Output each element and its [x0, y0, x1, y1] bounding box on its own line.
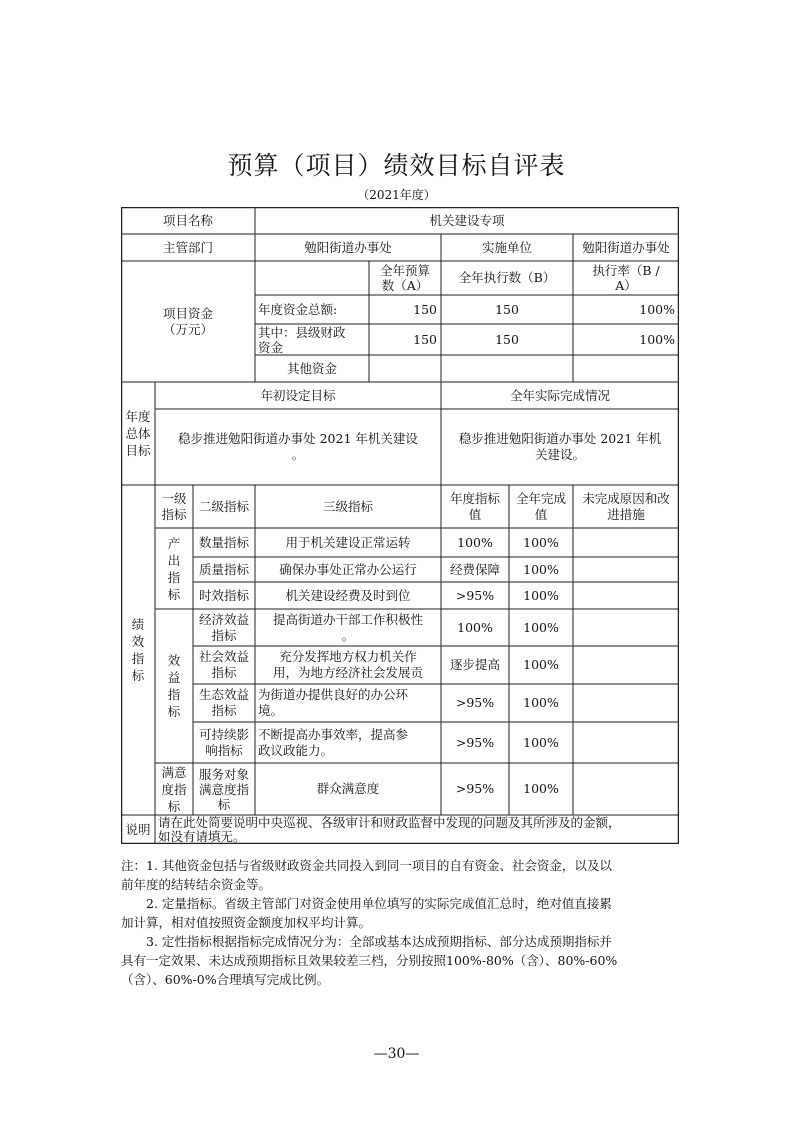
row-target: 100% — [457, 619, 493, 635]
row-level2: 服务对象 满意度指 标 — [198, 766, 249, 812]
total-budget: 150 — [413, 301, 437, 317]
fiscal-year: （2021年度） — [357, 188, 436, 202]
row-target: 100% — [457, 534, 493, 550]
col-level2: 二级指标 — [198, 498, 249, 514]
footnote-1: 注：1. 其他资金包括与省级财政资金共同投入到同一项目的自有资金、社会资金，以及以 前年度的结转结余资金等。 — [121, 858, 612, 892]
row-level3: 提高街道办干部工作积极性 。 — [272, 611, 423, 643]
row-level3: 充分发挥地方权力机关作 用，为地方经济社会发展贡 — [272, 649, 423, 680]
total-rate: 100% — [639, 301, 675, 317]
col-target: 年度指标 值 — [449, 490, 500, 522]
row-level3: 机关建设经费及时到位 — [285, 587, 411, 603]
benefit-indicator-label: 效 益 指 标 — [167, 653, 181, 719]
footnotes — [121, 856, 681, 989]
row-level2: 数量指标 — [198, 534, 249, 550]
funds-label: 项目资金 （万元） — [162, 305, 213, 337]
col-reason: 未完成原因和改 进措施 — [582, 490, 670, 522]
project-name-label: 项目名称 — [162, 212, 213, 228]
goal-done-header: 全年实际完成情况 — [509, 387, 610, 403]
row-level3: 不断提高办事效率，提高参 政议政能力。 — [258, 726, 409, 758]
row-actual: 100% — [523, 619, 559, 635]
rate-header: 执行率（B / A） — [592, 263, 660, 293]
county-label: 其中：县级财政 资金 — [258, 324, 346, 355]
footnote-2: 2. 定量指标。省级主管部门对资金使用单位填写的实际完成值汇总时，绝对值直接累 加计算，相对值按照资金额度加权平均计算。 — [121, 896, 612, 930]
county-exec: 150 — [495, 331, 519, 347]
goal-set: 稳步推进勉阳街道办事处 2021 年机关建设 。 — [178, 431, 418, 462]
other-funds-label: 其他资金 — [286, 360, 337, 376]
row-level3: 为街道办提供良好的办公环 境。 — [258, 687, 409, 718]
impl-label: 实施单位 — [481, 239, 532, 255]
county-rate: 100% — [639, 331, 675, 347]
row-level2: 质量指标 — [198, 561, 249, 577]
remark-label: 说明 — [125, 821, 151, 837]
project-name: 机关建设专项 — [429, 212, 505, 228]
row-actual: 100% — [523, 695, 559, 710]
row-level2: 可持续影 响指标 — [198, 726, 249, 758]
row-target: 逐步提高 — [449, 657, 500, 672]
row-actual: 100% — [523, 534, 559, 550]
goal-label: 年度 总体 目标 — [125, 409, 151, 458]
row-target: >95% — [455, 734, 495, 750]
row-level2: 社会效益 指标 — [198, 649, 249, 680]
dept-label: 主管部门 — [162, 239, 213, 255]
row-target: >95% — [455, 781, 495, 796]
row-level3: 用于机关建设正常运转 — [285, 534, 411, 550]
row-target: 经费保障 — [449, 561, 500, 577]
goal-set-header: 年初设定目标 — [260, 387, 336, 403]
row-actual: 100% — [523, 657, 559, 672]
page-number: —30— — [373, 1046, 420, 1062]
row-level2: 生态效益 指标 — [198, 687, 249, 718]
total-exec: 150 — [495, 301, 519, 317]
perf-label: 绩 效 指 标 — [131, 617, 145, 683]
row-level2: 时效指标 — [198, 587, 249, 603]
row-level2: 经济效益 指标 — [198, 611, 249, 643]
row-actual: 100% — [523, 734, 559, 750]
county-budget: 150 — [413, 331, 437, 347]
page-title: 预算（项目）绩效目标自评表 — [227, 151, 566, 180]
total-label: 年度资金总额: — [258, 301, 338, 317]
row-actual: 100% — [523, 561, 559, 577]
row-level3: 群众满意度 — [316, 781, 380, 796]
satisfaction-indicator-label: 满意 度指 标 — [161, 764, 187, 814]
row-actual: 100% — [523, 781, 559, 796]
row-level3: 确保办事处正常办公运行 — [279, 561, 417, 577]
col-actual: 全年完成 值 — [515, 490, 566, 522]
budget-header: 全年预算 数（A） — [379, 263, 430, 293]
row-target: >95% — [455, 695, 495, 710]
output-indicator-label: 产 出 指 标 — [167, 535, 181, 602]
footnote-3: 3. 定性指标根据指标完成情况分为：全部或基本达成预期指标、部分达成预期指标并 具有一定效果、未达成预期指标且效果较差三档，分别按照100%-80%（含）、80%-60% （含）、60%-0%合理填写完成比例。 — [121, 934, 618, 987]
evaluation-table — [121, 207, 679, 844]
row-target: >95% — [455, 587, 495, 603]
col-level1: 一级 指标 — [161, 490, 187, 522]
exec-header: 全年执行数（B） — [458, 270, 556, 285]
impl: 勉阳街道办事处 — [582, 239, 670, 255]
row-actual: 100% — [523, 587, 559, 603]
col-level3: 三级指标 — [322, 498, 373, 514]
dept: 勉阳街道办事处 — [304, 239, 392, 255]
goal-done: 稳步推进勉阳街道办事处 2021 年机 关建设。 — [458, 431, 662, 462]
remark-text: 请在此处简要说明中央巡视、各级审计和财政监督中发现的问题及其所涉及的金额， 如没有请填无。 — [158, 814, 621, 844]
